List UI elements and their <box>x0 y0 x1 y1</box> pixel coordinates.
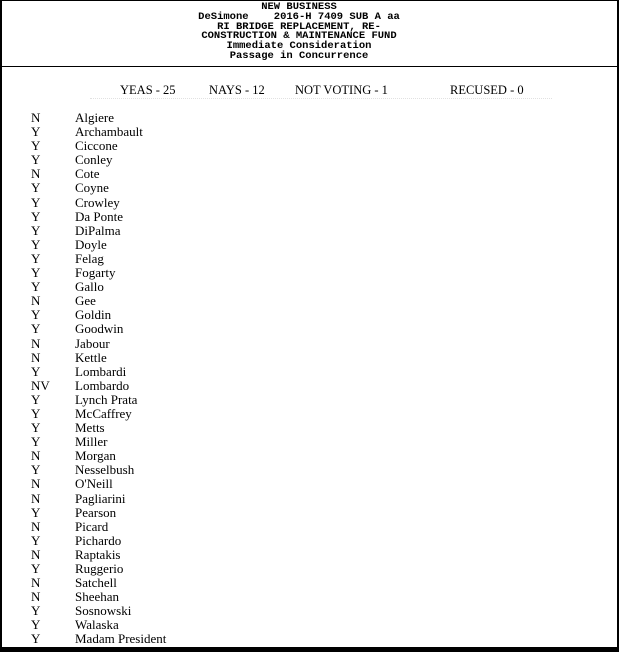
vote-value: N <box>31 575 41 591</box>
vote-value: N <box>31 349 41 365</box>
vote-row <box>2 435 617 449</box>
summary-divider <box>90 98 552 99</box>
senator-name: Crowley <box>75 194 120 210</box>
senator-name: Metts <box>75 420 105 436</box>
senator-name: Goodwin <box>75 321 124 337</box>
senator-name: Ciccone <box>75 138 118 154</box>
vote-value: Y <box>31 631 41 647</box>
vote-row <box>2 252 617 266</box>
vote-value: N <box>31 448 41 464</box>
senator-name: O'Neill <box>75 476 113 492</box>
vote-row <box>2 365 617 379</box>
vote-value: Y <box>31 391 41 407</box>
vote-value: N <box>31 110 41 125</box>
senator-name: Sheehan <box>75 589 120 605</box>
vote-row <box>2 224 617 238</box>
vote-value: N <box>31 335 41 351</box>
vote-value: Y <box>31 208 41 224</box>
senator-name: Da Ponte <box>75 208 124 224</box>
vote-value: Y <box>31 250 41 266</box>
header-line-passage: Passage in Concurrence <box>229 49 369 62</box>
senator-name: Pichardo <box>75 532 122 548</box>
document-header <box>2 3 596 62</box>
header-line-new-business: NEW BUSINESS <box>261 1 337 13</box>
senator-name: McCaffrey <box>75 405 132 421</box>
vote-row <box>2 280 617 294</box>
vote-value: Y <box>31 603 41 619</box>
vote-row <box>2 618 617 632</box>
vote-row <box>2 111 617 125</box>
vote-value: N <box>31 518 41 534</box>
not-voting-count: NOT VOTING - 1 <box>295 83 388 97</box>
senator-name: Miller <box>75 434 108 450</box>
vote-value: Y <box>31 307 41 323</box>
vote-value: Y <box>31 617 41 633</box>
vote-value: Y <box>31 180 41 196</box>
vote-row <box>2 604 617 618</box>
vote-row <box>2 463 617 477</box>
senator-name: Coyne <box>75 180 109 196</box>
senator-name: Fogarty <box>75 265 116 281</box>
header-line-bill-number: DeSimone 2016-H 7409 SUB A aa <box>198 10 400 23</box>
senator-name: Pagliarini <box>75 490 126 506</box>
vote-value: N <box>31 546 41 562</box>
vote-row <box>2 294 617 308</box>
senator-name: Kettle <box>75 349 107 365</box>
recused-count: RECUSED - 0 <box>450 83 524 97</box>
vote-row <box>2 139 617 153</box>
vote-value: Y <box>31 420 41 436</box>
senator-name: Madam President <box>75 631 167 647</box>
senator-name: Picard <box>75 518 109 534</box>
vote-row <box>2 181 617 195</box>
vote-value: Y <box>31 265 41 281</box>
vote-row <box>2 351 617 365</box>
senator-name: Nesselbush <box>75 462 135 478</box>
header-divider <box>2 66 617 67</box>
senator-name: Felag <box>75 250 104 266</box>
vote-row <box>2 238 617 252</box>
senator-name: Gallo <box>75 279 104 295</box>
senator-name: Cote <box>75 166 100 182</box>
vote-value: N <box>31 293 41 309</box>
senator-name: Morgan <box>75 448 116 464</box>
vote-value: N <box>31 589 41 605</box>
header-line-consideration: Immediate Consideration <box>226 40 372 53</box>
vote-value: Y <box>31 321 41 337</box>
vote-value: Y <box>31 222 41 238</box>
senator-name: Lynch Prata <box>75 391 138 407</box>
vote-value: NV <box>31 377 50 393</box>
yeas-count: YEAS - 25 <box>120 83 176 97</box>
senator-name: Raptakis <box>75 546 121 562</box>
vote-row <box>2 548 617 562</box>
vote-row <box>2 421 617 435</box>
vote-value: Y <box>31 561 41 576</box>
vote-summary <box>2 82 617 98</box>
vote-row <box>2 407 617 421</box>
vote-row <box>2 379 617 393</box>
vote-row <box>2 125 617 139</box>
vote-row <box>2 449 617 463</box>
vote-list <box>2 111 617 647</box>
senator-name: Archambault <box>75 124 143 140</box>
vote-value: Y <box>31 462 41 478</box>
vote-row <box>2 506 617 520</box>
senator-name: Goldin <box>75 307 112 323</box>
vote-value: Y <box>31 236 41 252</box>
senator-name: Lombardo <box>75 377 130 393</box>
vote-row <box>2 562 617 576</box>
vote-row <box>2 153 617 167</box>
vote-row <box>2 266 617 280</box>
senator-name: Satchell <box>75 575 117 591</box>
vote-value: Y <box>31 363 41 379</box>
vote-value: Y <box>31 434 41 450</box>
vote-row <box>2 210 617 224</box>
vote-value: N <box>31 166 41 182</box>
senator-name: Pearson <box>75 504 117 520</box>
header-line-bill-title-1: RI BRIDGE REPLACEMENT, RE- <box>217 20 381 33</box>
senator-name: Ruggerio <box>75 561 124 576</box>
vote-row <box>2 308 617 322</box>
vote-row <box>2 322 617 336</box>
vote-row <box>2 520 617 534</box>
vote-value: Y <box>31 194 41 210</box>
vote-row <box>2 492 617 506</box>
senator-name: Algiere <box>75 110 114 125</box>
vote-row <box>2 393 617 407</box>
vote-value: Y <box>31 532 41 548</box>
vote-row <box>2 632 617 646</box>
vote-value: Y <box>31 405 41 421</box>
senator-name: Sosnowski <box>75 603 132 619</box>
vote-row <box>2 167 617 181</box>
vote-row <box>2 337 617 351</box>
senator-name: Walaska <box>75 617 119 633</box>
vote-value: N <box>31 476 41 492</box>
vote-value: N <box>31 490 41 506</box>
senator-name: Doyle <box>75 236 107 252</box>
vote-value: Y <box>31 124 41 140</box>
vote-row <box>2 477 617 491</box>
vote-value: Y <box>31 152 41 168</box>
vote-value: Y <box>31 279 41 295</box>
senator-name: Jabour <box>75 335 110 351</box>
vote-row <box>2 196 617 210</box>
vote-row <box>2 534 617 548</box>
nays-count: NAYS - 12 <box>209 83 265 97</box>
senator-name: Conley <box>75 152 113 168</box>
senator-name: Gee <box>75 293 96 309</box>
header-line-bill-title-2: CONSTRUCTION & MAINTENANCE FUND <box>201 30 397 43</box>
vote-value: Y <box>31 504 41 520</box>
vote-row <box>2 590 617 604</box>
vote-value: Y <box>31 138 41 154</box>
senator-name: Lombardi <box>75 363 127 379</box>
senator-name: DiPalma <box>75 222 121 238</box>
vote-row <box>2 576 617 590</box>
